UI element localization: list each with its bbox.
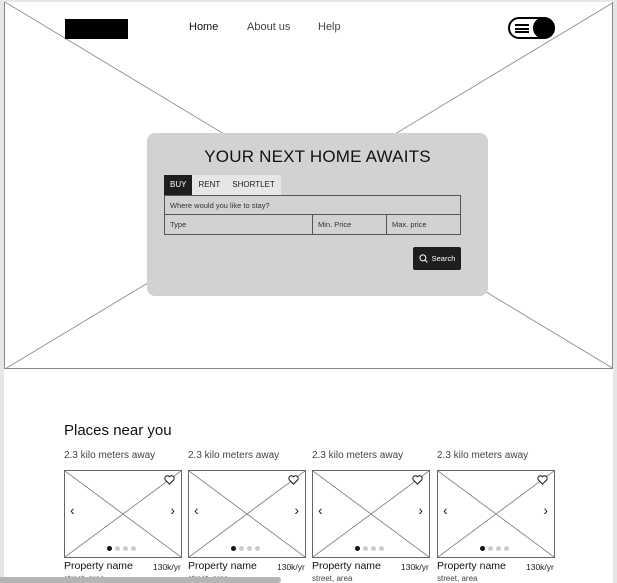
carousel-dot[interactable] <box>496 546 501 551</box>
places-near-you-heading: Places near you <box>64 422 172 439</box>
carousel-dot[interactable] <box>107 546 112 551</box>
property-price: 130k/yr <box>401 562 429 572</box>
property-image-carousel[interactable] <box>64 470 182 558</box>
property-name: Property name <box>64 560 133 572</box>
carousel-dot[interactable] <box>255 546 260 551</box>
carousel-dots <box>480 546 509 551</box>
listing-type-tabs <box>164 175 281 195</box>
carousel-dot[interactable] <box>131 546 136 551</box>
chevron-right-icon[interactable]: › <box>170 502 175 518</box>
carousel-dot[interactable] <box>371 546 376 551</box>
search-title: YOUR NEXT HOME AWAITS <box>204 147 431 166</box>
carousel-dot[interactable] <box>480 546 485 551</box>
property-price: 130k/yr <box>153 562 181 572</box>
property-card[interactable] <box>188 450 306 572</box>
carousel-dot[interactable] <box>123 546 128 551</box>
heart-favorite-icon[interactable] <box>288 475 299 485</box>
property-name: Property name <box>312 560 381 572</box>
tab-shortlet[interactable]: SHORTLET <box>232 180 275 189</box>
distance-label: 2.3 kilo meters away <box>188 450 280 461</box>
max-price-input[interactable] <box>386 215 461 235</box>
search-button[interactable] <box>413 247 461 270</box>
property-card[interactable] <box>64 450 182 572</box>
search-panel <box>147 133 488 296</box>
chevron-left-icon[interactable]: ‹ <box>318 502 323 518</box>
property-name: Property name <box>188 560 257 572</box>
chevron-right-icon[interactable]: › <box>294 502 299 518</box>
carousel-dot[interactable] <box>363 546 368 551</box>
chevron-right-icon[interactable]: › <box>543 502 548 518</box>
property-image-carousel[interactable] <box>312 470 430 558</box>
nav-home[interactable]: Home <box>189 21 219 33</box>
property-card[interactable] <box>312 450 430 583</box>
toggle-knob <box>533 17 555 39</box>
distance-label: 2.3 kilo meters away <box>312 450 404 461</box>
heart-favorite-icon[interactable] <box>164 475 175 485</box>
carousel-dot[interactable] <box>115 546 120 551</box>
location-placeholder: Where would you like to stay? <box>170 200 270 210</box>
property-image-carousel[interactable] <box>437 470 555 558</box>
tab-rent[interactable]: RENT <box>198 180 221 189</box>
min-price-input[interactable] <box>312 215 387 235</box>
chevron-left-icon[interactable]: ‹ <box>70 502 75 518</box>
carousel-dot[interactable] <box>247 546 252 551</box>
carousel-dot[interactable] <box>239 546 244 551</box>
search-icon <box>419 254 428 263</box>
carousel-dots <box>107 546 136 551</box>
distance-label: 2.3 kilo meters away <box>64 450 156 461</box>
carousel-dot[interactable] <box>488 546 493 551</box>
carousel-dot[interactable] <box>355 546 360 551</box>
hamburger-icon <box>515 24 529 33</box>
chevron-right-icon[interactable]: › <box>418 502 423 518</box>
carousel-dot[interactable] <box>504 546 509 551</box>
horizontal-scrollbar[interactable] <box>0 577 281 583</box>
chevron-left-icon[interactable]: ‹ <box>443 502 448 518</box>
carousel-dot[interactable] <box>379 546 384 551</box>
chevron-left-icon[interactable]: ‹ <box>194 502 199 518</box>
tab-buy[interactable]: BUY <box>164 175 192 195</box>
hero-image-placeholder <box>4 2 613 369</box>
location-input[interactable] <box>164 195 461 215</box>
carousel-dots <box>231 546 260 551</box>
property-price: 130k/yr <box>277 562 305 572</box>
distance-label: 2.3 kilo meters away <box>437 450 529 461</box>
carousel-dot[interactable] <box>231 546 236 551</box>
carousel-dots <box>355 546 384 551</box>
menu-toggle-button[interactable] <box>508 17 555 39</box>
min-price-placeholder: Min. Price <box>318 220 352 229</box>
property-address: street, area <box>312 574 353 583</box>
nav-about-us[interactable]: About us <box>247 21 291 33</box>
type-select[interactable] <box>164 215 313 235</box>
property-price: 130k/yr <box>526 562 554 572</box>
property-name: Property name <box>437 560 506 572</box>
heart-favorite-icon[interactable] <box>537 475 548 485</box>
property-address: street, area <box>437 574 478 583</box>
property-card[interactable] <box>437 450 555 583</box>
search-button-label: Search <box>431 254 456 263</box>
heart-favorite-icon[interactable] <box>412 475 423 485</box>
property-image-carousel[interactable] <box>188 470 306 558</box>
page <box>4 2 613 583</box>
nav-help[interactable]: Help <box>318 21 341 33</box>
type-placeholder: Type <box>170 220 187 229</box>
logo[interactable] <box>65 19 128 39</box>
max-price-placeholder: Max. price <box>392 220 427 229</box>
